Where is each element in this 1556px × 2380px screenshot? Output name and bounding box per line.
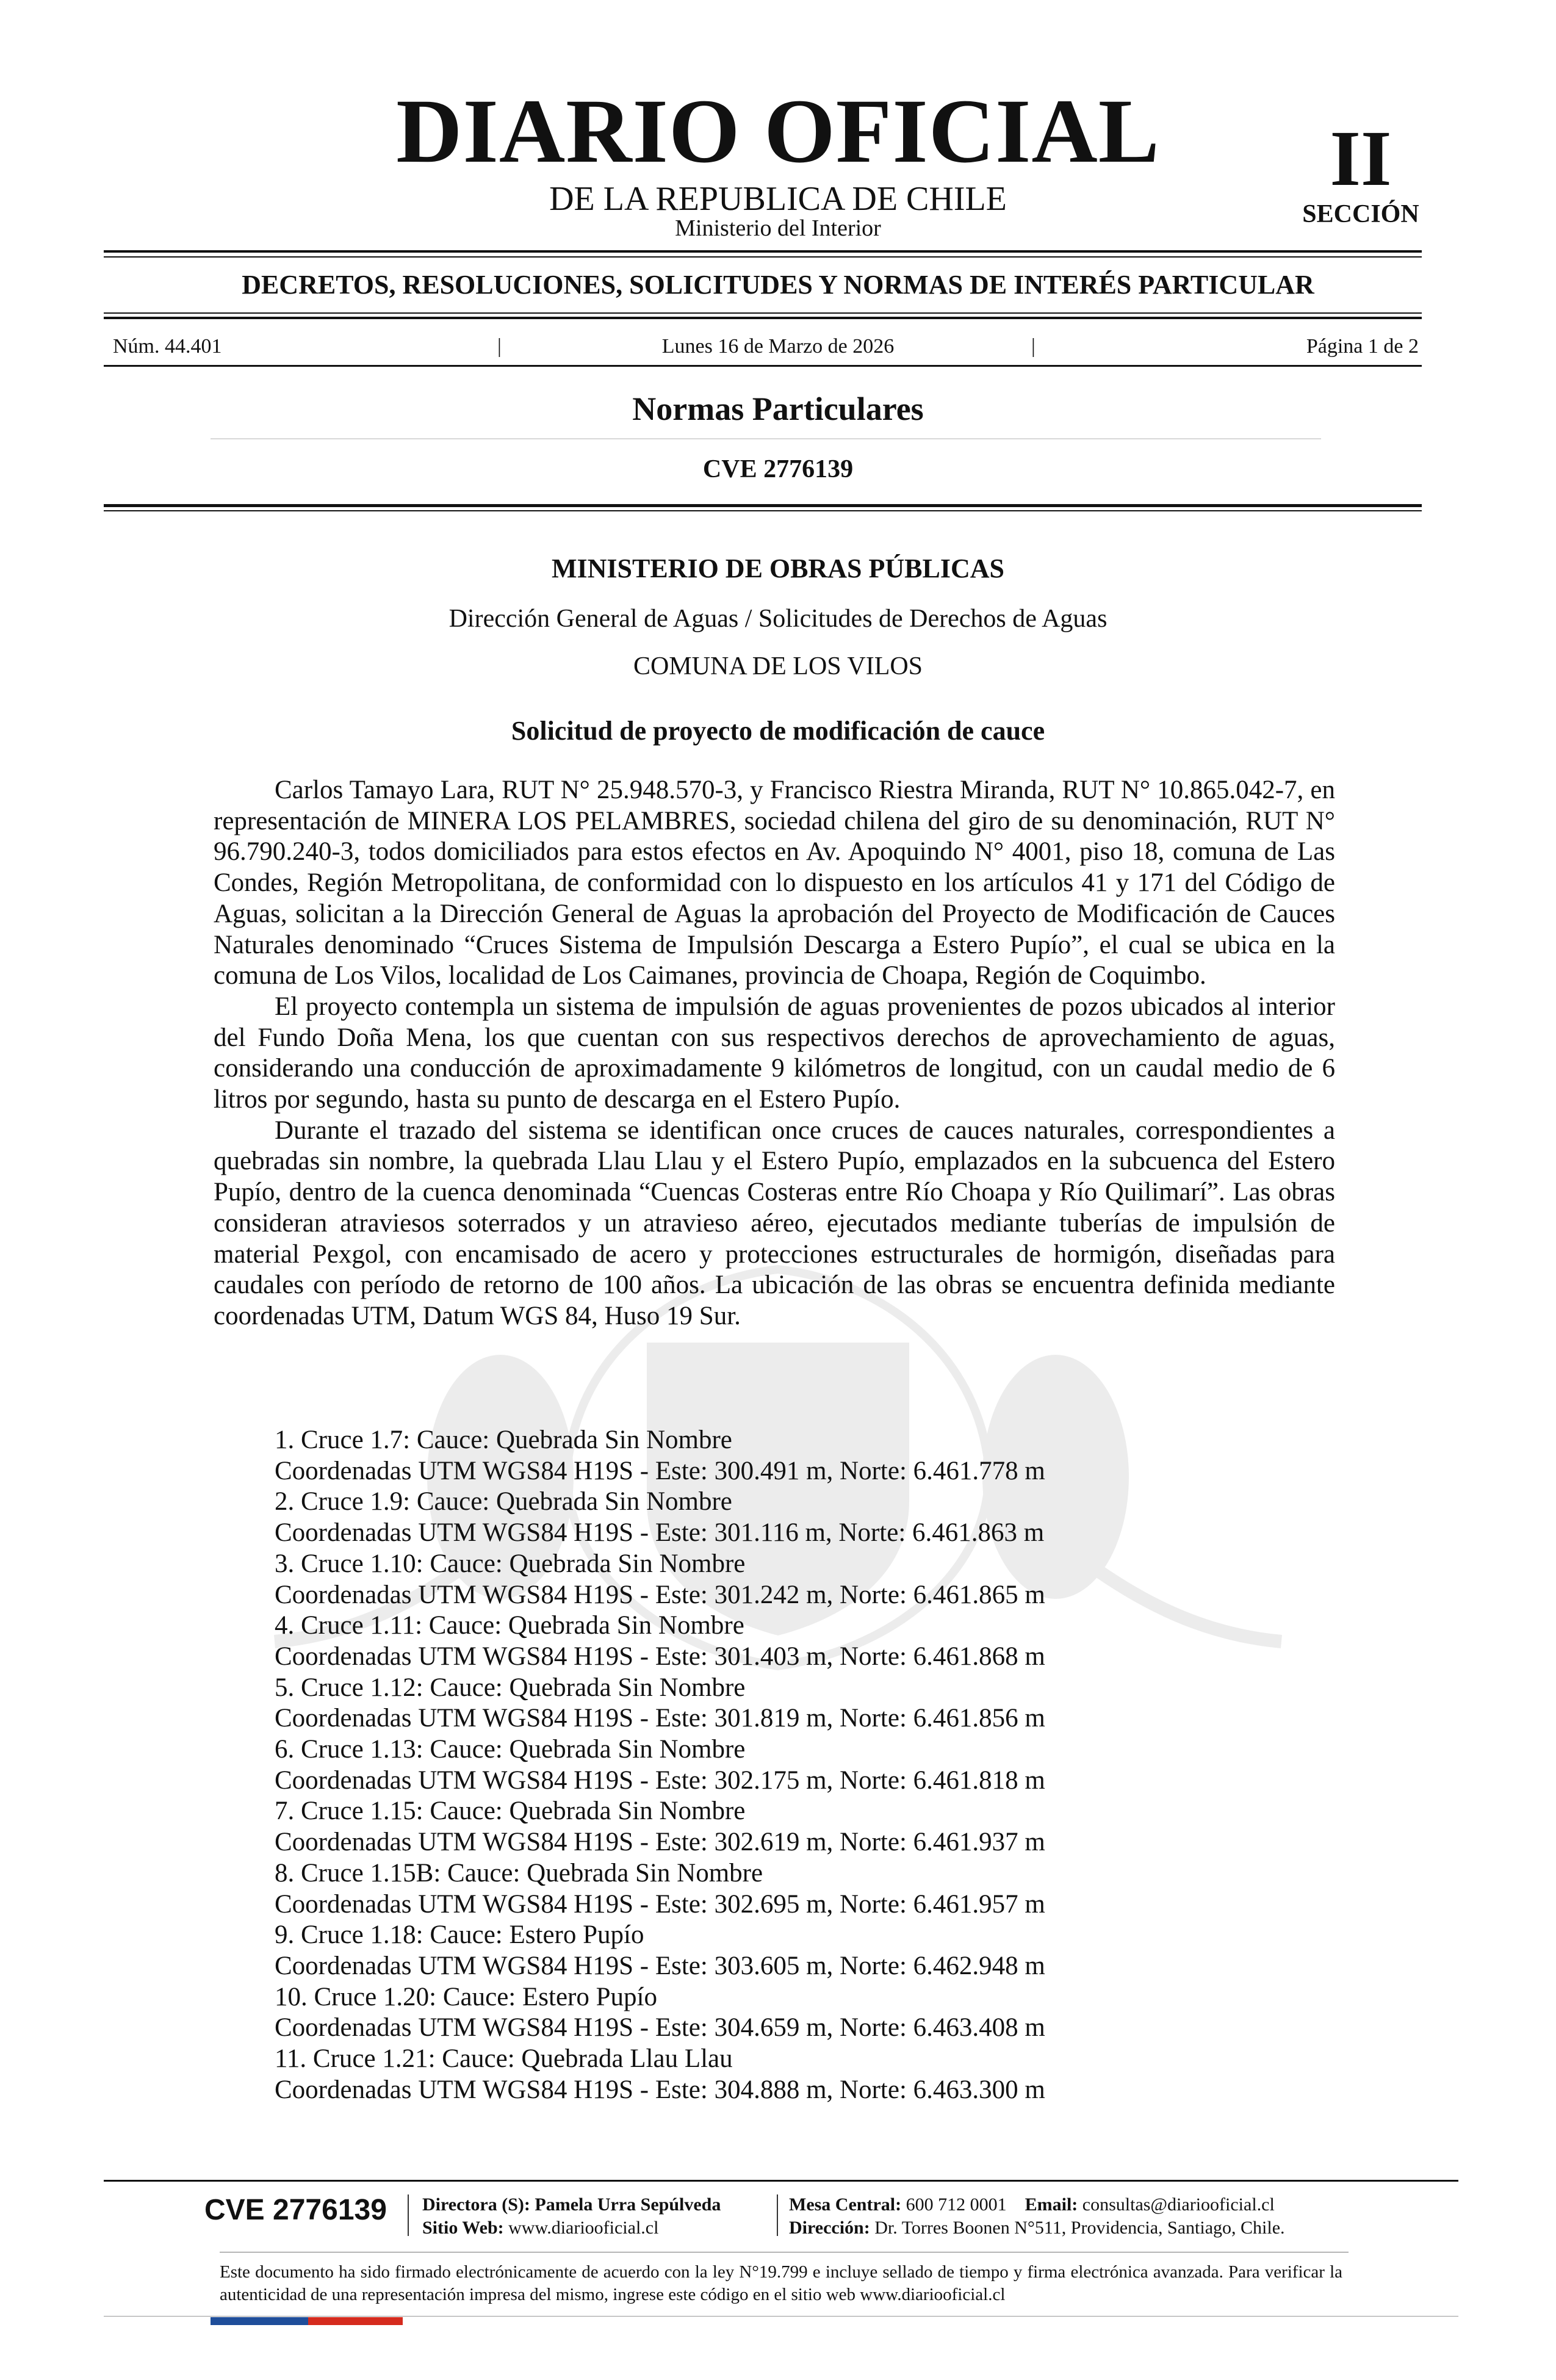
address-value: Dr. Torres Boonen N°511, Providencia, Santiago, Chile. [874,2218,1285,2238]
crossing-title: 10. Cruce 1.20: Cauce: Estero Pupío [275,1982,657,2011]
crossing-title: 7. Cruce 1.15: Cauce: Quebrada Sin Nombre [275,1797,746,1826]
list-item [275,1982,1349,2044]
footer-cve-code: CVE 2776139 [204,2194,387,2226]
footer-divider [777,2194,778,2236]
newspaper-title: DIARIO OFICIAL [396,81,1160,182]
director-label: Directora (S): [422,2194,530,2215]
crossing-coordinates: Coordenadas UTM WGS84 H19S - Este: 301.403 m, Norte: 6.461.868 m [275,1642,1045,1671]
notice-body [214,775,1335,1332]
flag-stripe-blue [211,2317,308,2325]
section-label: SECCIÓN [1302,200,1419,228]
section-number: II [1330,115,1392,203]
newspaper-subtitle: DE LA REPUBLICA DE CHILE [549,180,1007,218]
phone-number: 600 712 0001 [906,2194,1007,2215]
issue-number: Núm. 44.401 [113,335,222,358]
footer-bottom-rule [104,2316,1458,2317]
crossing-title: 11. Cruce 1.21: Cauce: Quebrada Llau Llau [275,2044,733,2074]
director-name: Pamela Urra Sepúlveda [535,2194,721,2215]
list-item [275,1673,1349,1734]
footer-divider [408,2194,409,2236]
crossing-coordinates: Coordenadas UTM WGS84 H19S - Este: 302.619 m, Norte: 6.461.937 m [275,1828,1045,1857]
issue-separator: | [1031,335,1036,358]
list-item [275,1858,1349,1920]
notice-paragraph: El proyecto contempla un sistema de impulsión de aguas provenientes de pozos ubicados al interior del Fundo Doña Mena, los que cuentan con sus respectivos derechos de aprovechamiento de aguas, considerando una conducción de aproximadamente 9 kilómetros de longitud, con un caudal medio de 6 litros por segundo, hasta su punto de descarga en el Estero Pupío. [214,992,1335,1114]
crossing-coordinates: Coordenadas UTM WGS84 H19S - Este: 302.695 m, Norte: 6.461.957 m [275,1889,1045,1919]
crossing-coordinates: Coordenadas UTM WGS84 H19S - Este: 303.605 m, Norte: 6.462.948 m [275,1951,1045,1980]
list-item [275,2044,1349,2105]
crossing-coordinates: Coordenadas UTM WGS84 H19S - Este: 300.491 m, Norte: 6.461.778 m [275,1456,1045,1485]
issue-date: Lunes 16 de Marzo de 2026 [661,335,895,358]
crossing-title: 6. Cruce 1.13: Cauce: Quebrada Sin Nombre [275,1735,746,1764]
crossing-title: 4. Cruce 1.11: Cauce: Quebrada Sin Nombre [275,1611,744,1640]
email-label: Email: [1025,2194,1078,2215]
crossing-coordinates: Coordenadas UTM WGS84 H19S - Este: 304.888 m, Norte: 6.463.300 m [275,2075,1045,2104]
section-banner: DECRETOS, RESOLUCIONES, SOLICITUDES Y NORMAS DE INTERÉS PARTICULAR [242,270,1314,300]
email-link[interactable]: consultas@diariooficial.cl [1082,2194,1275,2215]
address-label: Dirección: [789,2218,870,2238]
crossing-title: 1. Cruce 1.7: Cauce: Quebrada Sin Nombre [275,1426,732,1454]
notice-paragraph: Durante el trazado del sistema se identifican once cruces de cauces naturales, correspondientes a quebradas sin nombre, la quebrada Llau Llau y el Estero Pupío, emplazados en la subcuenca del Estero Pupío, dentro de la cuenca denominada “Cuencas Costeras entre Río Choapa y Río Quilimarí”. Las obras consideran atraviesos soterrados y un atravieso aéreo, ejecutados mediante tuberías de impulsión de material Pexgol, con encamisado de acero y protecciones estructurales de hormigón, diseñadas para caudales con período de retorno de 100 años. La ubicación de las obras se encuentra definida mediante coordenadas UTM, Datum WGS 84, Huso 19 Sur. [214,1116,1335,1330]
list-item [275,1796,1349,1858]
footer-rule [104,2180,1458,2182]
list-item [275,1610,1349,1672]
crossing-title: 2. Cruce 1.9: Cauce: Quebrada Sin Nombre [275,1487,732,1516]
page-title: Normas Particulares [632,391,924,427]
header-rule-thin [104,510,1422,511]
crossing-title: 8. Cruce 1.15B: Cauce: Quebrada Sin Nombre [275,1858,763,1888]
list-item [275,1425,1349,1487]
crossing-coordinates: Coordenadas UTM WGS84 H19S - Este: 301.819 m, Norte: 6.461.856 m [275,1704,1045,1733]
banner-rule-thin [104,312,1422,314]
masthead-rule-thick [104,250,1422,253]
flag-stripe-red [308,2317,403,2325]
title-divider [211,438,1321,439]
cve-code: CVE 2776139 [702,455,854,483]
issue-row-rule [104,365,1422,367]
publisher-ministry: Ministerio del Interior [675,215,881,241]
website-label: Sitio Web: [422,2218,504,2238]
notice-ministry-heading: MINISTERIO DE OBRAS PÚBLICAS [551,554,1005,583]
page-indicator: Página 1 de 2 [1306,335,1419,358]
crossing-coordinates: Coordenadas UTM WGS84 H19S - Este: 301.242 m, Norte: 6.461.865 m [275,1580,1045,1609]
footer-legal-notice: Este documento ha sido firmado electrónicamente de acuerdo con la ley N°19.799 e incluye sellado de tiempo y firma electrónica avanzada. Para verificar la autenticidad de una representación impresa del mismo, ingrese este código en el sitio web www.diariooficial.cl [220,2262,1342,2304]
crossing-title: 9. Cruce 1.18: Cauce: Estero Pupío [275,1920,644,1950]
phone-label: Mesa Central: [789,2194,902,2215]
notice-paragraph: Carlos Tamayo Lara, RUT N° 25.948.570-3, y Francisco Riestra Miranda, RUT N° 10.865.042-7, en representación de MINERA LOS PELAMBRES, sociedad chilena del giro de su denominación, RUT N° 96.790.240-3, todos domiciliados para estos efectos en Av. Apoquindo N° 4001, piso 18, comuna de Las Condes, Región Metropolitana, de conformidad con lo dispuesto en los artículos 41 y 171 del Código de Aguas, solicitan a la Dirección General de Aguas la aprobación del Proyecto de Modificación de Cauces Naturales denominado “Cruces Sistema de Impulsión Descarga a Estero Pupío”, el cual se ubica en la comuna de Los Vilos, localidad de Los Caimanes, provincia de Choapa, Región de Coquimbo. [214,776,1335,990]
crossing-coordinates: Coordenadas UTM WGS84 H19S - Este: 304.659 m, Norte: 6.463.408 m [275,2013,1045,2043]
issue-separator: | [497,335,502,358]
notice-topic: Solicitud de proyecto de modificación de cauce [511,716,1045,746]
notice-comuna: COMUNA DE LOS VILOS [633,652,923,680]
crossing-title: 3. Cruce 1.10: Cauce: Quebrada Sin Nombre [275,1549,746,1578]
website-link[interactable]: www.diariooficial.cl [508,2218,659,2238]
footer-director-block [422,2193,721,2240]
list-item [275,1920,1349,1982]
banner-rule-thick [104,317,1422,319]
crossing-coordinates: Coordenadas UTM WGS84 H19S - Este: 301.116 m, Norte: 6.461.863 m [275,1518,1045,1548]
list-item [275,1487,1349,1548]
list-item [275,1734,1349,1796]
crossing-title: 5. Cruce 1.12: Cauce: Quebrada Sin Nombre [275,1673,746,1702]
crossing-coordinates: Coordenadas UTM WGS84 H19S - Este: 302.175 m, Norte: 6.461.818 m [275,1765,1045,1795]
footer-contact-block [789,2193,1285,2240]
crossings-list [275,1425,1349,2105]
list-item [275,1549,1349,1610]
header-rule-thick [104,504,1422,507]
notice-directorate: Dirección General de Aguas / Solicitudes de Derechos de Aguas [448,605,1108,633]
masthead-rule-thin [104,256,1422,258]
